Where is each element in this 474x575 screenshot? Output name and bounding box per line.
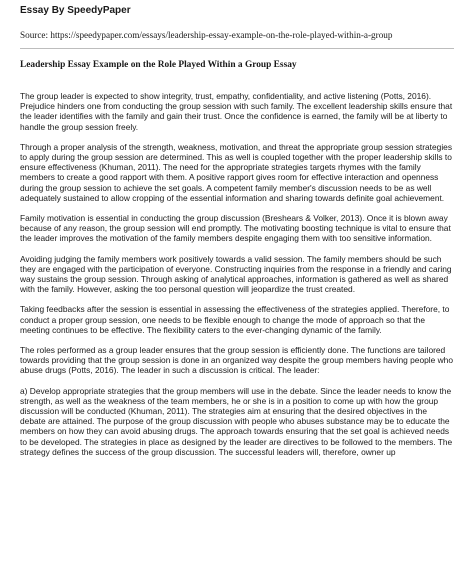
- paragraph-2: Through a proper analysis of the strength, weakness, motivation, and threat the appropriate group session strategies to apply during the group session are determined. This as well is coupled together with the proper leadership skills to ensure effectiveness (Khuman, 2011). The need for the appropriate strategies targets rhymes with the family members to create a good rapport with them. A positive rapport gives room for effective interaction and openness during the group session to achieve the set goals. A competent family member's discussion needs to be as well adequately sustained to allow cropping of the essential information and sharing towards definite goal achievement.: [20, 141, 453, 203]
- header-divider: [20, 48, 454, 49]
- source-line: Source: https://speedypaper.com/essays/leadership-essay-example-on-the-role-played-within-a-group: [20, 30, 393, 40]
- paragraph-5: Taking feedbacks after the session is essential in assessing the effectiveness of the strategies applied. Therefore, to conduct a proper group session, one needs to be flexible enough to change the mode of approach so that the meeting continues to be effective. The flexibility caters to the ever-changing dynamic of the family.: [20, 304, 450, 335]
- essay-title: Leadership Essay Example on the Role Played Within a Group Essay: [20, 60, 297, 70]
- paragraph-7: a) Develop appropriate strategies that the group members will use in the debate. Since the leader needs to know the strength, as well as the weakness of the team members, he or she is in a position to come up with how the group discussion will be conducted (Khuman, 2011). The strategies aim at ensuring that the desired objectives in the debate are attained. The purpose of the group discussion with people who abuses substance may be to educate the members on how they can avoid abusing drugs. The approach towards ensuring that the set goal is achieved needs to be developed. The strategies in place as designed by the leader are directives to be followed to the members. The strategy defines the success of the group discussion. The successful leaders will, therefore, owner up: [20, 385, 453, 457]
- paragraph-3: Family motivation is essential in conducting the group discussion (Breshears & Volker, 2013). Once it is blown away because of any reason, the group session will end promptly. The motivating boosting technique is vital to ensure that the leader improves the motivation of the family members despite engaging them with too sensitive information.: [20, 213, 451, 244]
- paragraph-4: Avoiding judging the family members work positively towards a valid session. The family members should be such they are engaged with the participation of everyone. Constructing inquiries from the response in a friendly and caring way sustains the group session. Through asking of analytical approaches, information is gathered as well as shared with the family. However, asking the too personal question will jeopardize the trust created.: [20, 253, 452, 295]
- essay-body: [20, 91, 454, 457]
- paragraph-1: The group leader is expected to show integrity, trust, empathy, confidentiality, and active listening (Potts, 2016). Prejudice hinders one from conducting the group session with such family. The excellent leadership skills ensure that the leader identifies with the family and gain their trust. Once the confidence is earned, the family will be at liberty to handle the group session freely.: [20, 91, 453, 132]
- paragraph-6: The roles performed as a group leader ensures that the group session is efficiently done. The functions are tailored towards providing that the group session is done in an organized way despite the group members having people who abuse drugs (Potts, 2016). The leader in such a discussion is critical. The leader:: [20, 345, 453, 376]
- brand-heading: Essay By SpeedyPaper: [20, 5, 131, 16]
